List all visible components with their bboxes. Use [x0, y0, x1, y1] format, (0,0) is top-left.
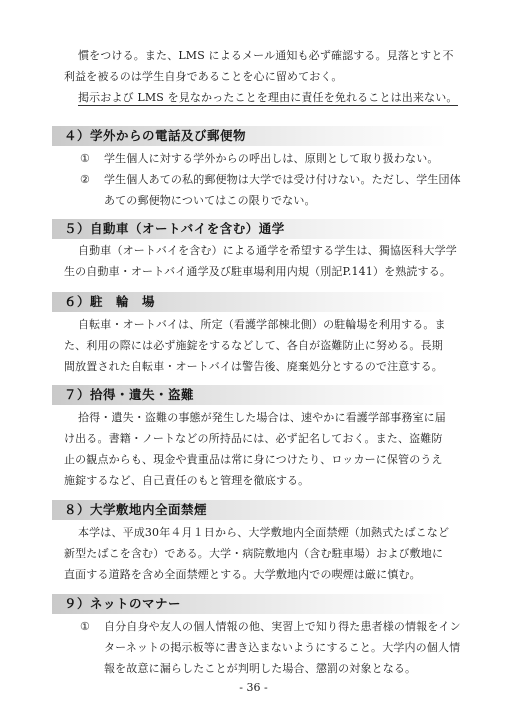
paragraph-line: 間放置された自転車・オートバイは警告後、廃棄処分とするので注意する。 [64, 360, 443, 373]
section-heading-5: ５）自動車（オートバイを含む）通学 [52, 219, 447, 239]
list-item-text: ターネットの掲示板等に書き込まないようにすること。大学内の個人情 [104, 641, 461, 654]
paragraph-line: け出る。書籍・ノートなどの所持品には、必ず記名しておく。また、盗難防 [64, 432, 443, 445]
paragraph-line: 本学は、平成30年４月１日から、大学敷地内全面禁煙（加熱式たばこなど [78, 526, 450, 539]
intro-line-3 [78, 90, 458, 105]
list-item-text: 学生個人あての私的郵便物は大学では受け付けない。ただし、学生団体 [104, 173, 461, 186]
section-heading-4: ４）学外からの電話及び郵便物 [52, 126, 447, 146]
section-heading-9: ９）ネットのマナー [52, 594, 447, 614]
section-heading-7: ７）拾得・遺失・盗難 [52, 385, 447, 405]
paragraph-line: 直面する道路を含め全面禁煙とする。大学敷地内での喫煙は厳に慎む。 [64, 568, 421, 581]
paragraph-line: 拾得・遺失・盗難の事態が発生した場合は、速やかに看護学部事務室に届 [78, 411, 446, 424]
list-item-text: 自分自身や友人の個人情報の他、実習上で知り得た患者様の情報をイン [104, 620, 461, 633]
paragraph-line: 生の自動車・オートバイ通学及び駐車場利用内規（別記P.141）を熟読する。 [64, 265, 451, 278]
list-item-text: 報を故意に漏らしたことが判明した場合、懲罰の対象となる。 [104, 662, 417, 675]
intro-line-1: 慣をつける。また、LMS によるメール通知も必ず確認する。見落とすと不 [78, 49, 454, 62]
page-number: - 36 - [239, 681, 268, 694]
list-item-text: あての郵便物についてはこの限りでない。 [104, 194, 316, 207]
list-marker: ① [80, 620, 90, 633]
paragraph-line: た、利用の際には必ず施錠をするなどして、各自が盗難防止に努める。長期 [64, 339, 443, 352]
paragraph-line: 施錠するなど、自己責任のもと管理を徹底する。 [64, 474, 310, 487]
list-marker: ② [80, 173, 90, 186]
intro-underlined-text: 掲示および LMS を見なかったことを理由に責任を免れることは出来ない。 [78, 91, 458, 104]
intro-line-2: 利益を被るのは学生自身であることを心に留めておく。 [64, 70, 343, 83]
list-marker: ① [80, 152, 90, 165]
paragraph-line: 新型たばこを含む）である。大学・病院敷地内（含む駐車場）および敷地に [64, 547, 444, 560]
paragraph-line: 自動車（オートバイを含む）による通学を希望する学生は、獨協医科大学学 [78, 244, 457, 257]
paragraph-line: 止の観点からも、現金や貴重品は常に身につけたり、ロッカーに保管のうえ [64, 453, 443, 466]
list-item-text: 学生個人に対する学外からの呼出しは、原則として取り扱わない。 [104, 152, 439, 165]
section-heading-6: ６）駐 輪 場 [52, 292, 447, 312]
paragraph-line: 自転車・オートバイは、所定（看護学部棟北側）の駐輪場を利用する。ま [78, 318, 446, 331]
section-heading-8: ８）大学敷地内全面禁煙 [52, 500, 447, 520]
